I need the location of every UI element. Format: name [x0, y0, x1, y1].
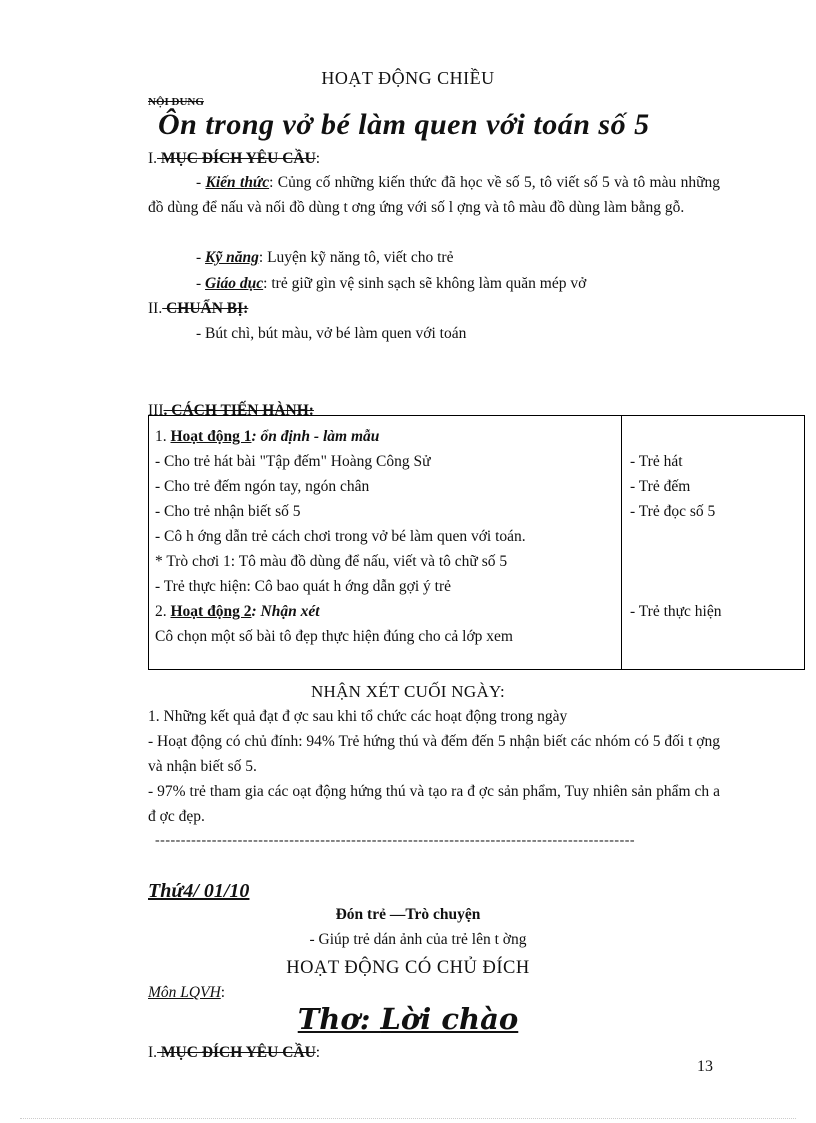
review-paragraph2: - 97% trẻ tham gia các oạt động hứng thú và tạo ra đ ợc sản phẩm, Tuy nhiên sản phẩm ch a đ ợc đẹp.	[148, 783, 720, 825]
section1-suffix: :	[315, 150, 321, 167]
next-prefix: I.	[148, 1044, 158, 1061]
child-response-2: - Trẻ đếm	[630, 478, 691, 495]
guide-text: - Cô h ớng dẫn trẻ cách chơi trong vở bé làm quen với toán.	[155, 528, 526, 545]
game-text: * Trò chơi 1: Tô màu đồ dùng để nấu, viết và tô chữ số 5	[155, 553, 508, 570]
lesson-title: Ôn trong vở bé làm quen với toán số 5	[158, 108, 650, 141]
poem-prefix: Thơ:	[297, 1002, 381, 1036]
activity-title: HOẠT ĐỘNG CÓ CHỦ ĐÍCH	[286, 958, 530, 978]
skill-text: : Luyện kỹ năng tô, viết cho trẻ	[258, 249, 454, 266]
skill-label: Kỹ năng	[205, 249, 259, 266]
teacher-activities-cell	[149, 416, 622, 670]
child-response-3: - Trẻ đọc số 5	[630, 503, 716, 520]
education-label: Giáo dục	[205, 275, 264, 292]
section1-prefix: I.	[148, 150, 158, 167]
activity1-prefix: 1.	[155, 428, 171, 445]
page-title: HOẠT ĐỘNG CHIỀU	[321, 68, 495, 88]
poem-name: Lời chào	[380, 1002, 519, 1036]
section1-heading	[148, 146, 320, 171]
page-number: 13	[697, 1058, 713, 1075]
list-item	[630, 549, 804, 574]
review-paragraph1: - Hoạt động có chủ đính: 94% Trẻ hứng thú và đếm đến 5 nhận biết các nhóm có 5 đối t ợng và nhận biết số 5.	[148, 733, 720, 775]
list-item	[630, 424, 804, 449]
day-label: Thứ4/ 01/10	[148, 880, 250, 902]
section2-title: CHUẨN BỊ:	[162, 300, 249, 317]
preparation-item: - Bút chì, bút màu, vở bé làm quen với toán	[196, 325, 467, 342]
child-response-1: - Trẻ hát	[630, 453, 683, 470]
activity2-text: Cô chọn một số bài tô đẹp thực hiện đúng cho cả lớp xem	[155, 628, 513, 645]
activity-table	[148, 415, 805, 670]
activity1-title: : ổn định - làm mẫu	[251, 428, 380, 445]
activity1-label: Hoạt động 1	[170, 428, 252, 445]
activity2-title: : Nhận xét	[251, 603, 320, 620]
subject-label: Môn LQVH	[148, 984, 221, 1001]
list-item: - Cho trẻ đếm ngón tay, ngón chân	[155, 478, 370, 495]
review-title: NHẬN XÉT CUỐI NGÀY:	[310, 682, 506, 701]
knowledge-paragraph	[148, 170, 720, 220]
welcome-item: - Giúp trẻ dán ảnh của trẻ lên t ờng	[309, 931, 527, 948]
section2-prefix: II.	[148, 300, 163, 317]
child-do-text: - Trẻ thực hiện: Cô bao quát h ớng dẫn gợi ý trẻ	[155, 578, 452, 595]
poem-title	[0, 1002, 816, 1036]
table-row	[149, 416, 805, 670]
list-item	[630, 574, 804, 599]
section3-title: . CÁCH TIẾN HÀNH:	[163, 402, 314, 419]
skill-line	[196, 245, 453, 270]
activity1-heading	[155, 424, 615, 449]
knowledge-text: : Củng cố những kiến thức đã học về số 5, tô viết số 5 và tô màu những đồ dùng để nấu và nối đồ dùng t ơng ứng với số l ợng và tô màu đồ dùng làm bằng gỗ.	[148, 174, 720, 216]
section2-heading	[148, 296, 248, 321]
next-suffix: :	[315, 1044, 321, 1061]
next-title: MỤC ĐÍCH YÊU CẦU	[157, 1044, 316, 1061]
review-line1: 1. Những kết quả đạt đ ợc sau khi tổ chức các hoạt động trong ngày	[148, 708, 568, 725]
activity2-prefix: 2.	[155, 603, 171, 620]
activity2-heading	[155, 599, 615, 624]
list-item	[630, 524, 804, 549]
section1-title: MỤC ĐÍCH YÊU CẦU	[157, 150, 316, 167]
education-line	[196, 271, 586, 296]
activity2-label: Hoạt động 2	[170, 603, 252, 620]
subject-line	[148, 984, 225, 1002]
subject-suffix: :	[220, 984, 226, 1001]
dash: -	[196, 275, 206, 292]
list-item: - Cho trẻ nhận biết số 5	[155, 503, 301, 520]
dash: -	[196, 174, 206, 191]
child-response-4: - Trẻ thực hiện	[630, 603, 722, 620]
child-activities-cell	[622, 416, 805, 670]
next-section-heading	[148, 1040, 320, 1065]
content-label: NỘI DUNG	[148, 96, 204, 108]
dash: -	[196, 249, 206, 266]
education-text: : trẻ giữ gìn vệ sinh sạch sẽ không làm quăn mép vở	[263, 275, 587, 292]
separator: ---------------------------------------------------------------------------------------------	[155, 833, 636, 848]
list-item: - Cho trẻ hát bài "Tập đếm" Hoàng Công Sử	[155, 453, 431, 470]
knowledge-label: Kiến thức	[205, 174, 270, 191]
welcome-heading: Đón trẻ —Trò chuyện	[335, 906, 481, 923]
section3-prefix: III	[148, 402, 164, 419]
page-bottom-divider	[20, 1118, 796, 1119]
